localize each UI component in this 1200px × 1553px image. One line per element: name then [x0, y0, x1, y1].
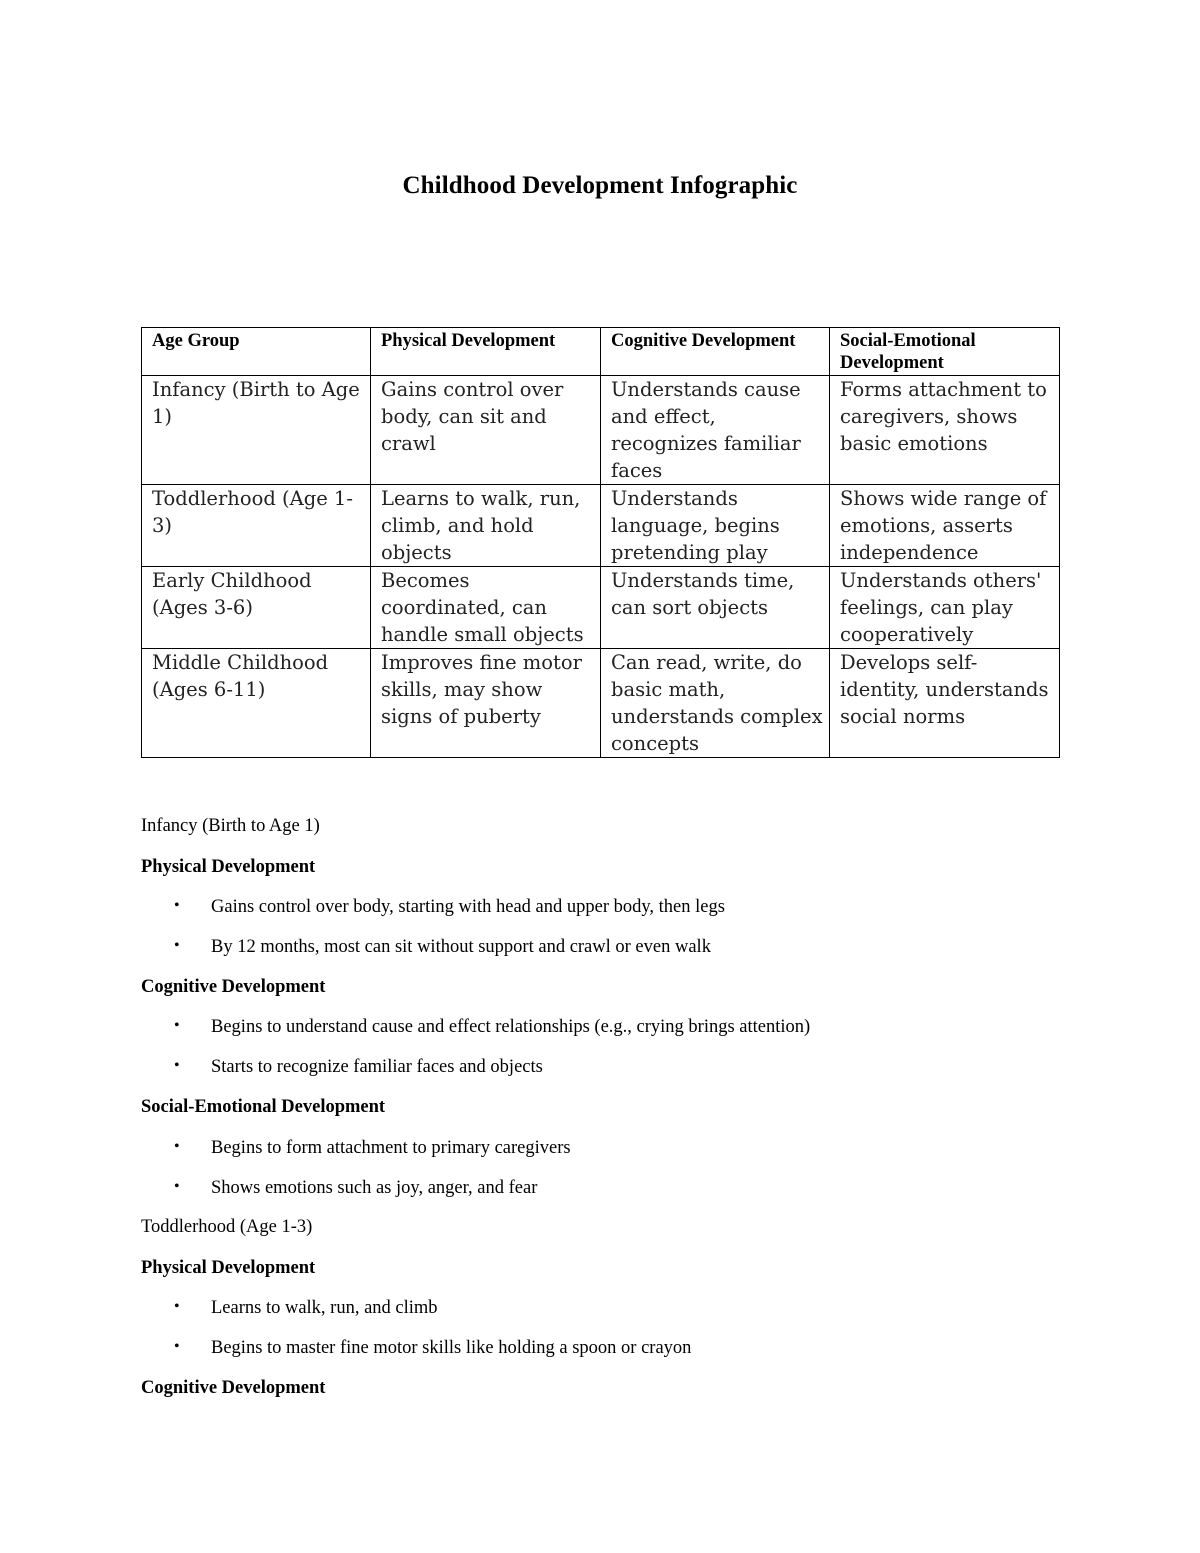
- table-cell: Understands time, can sort objects: [601, 567, 830, 649]
- bullet-icon: •: [174, 1338, 180, 1355]
- table-row: [142, 567, 1060, 649]
- table-cell: Understands cause and effect, recognizes familiar faces: [601, 376, 830, 485]
- header-cognitive: Cognitive Development: [601, 328, 830, 376]
- table-row: [142, 376, 1060, 485]
- bullet-icon: •: [174, 1298, 180, 1315]
- bullet-icon: •: [174, 897, 180, 914]
- table-cell: Forms attachment to caregivers, shows basic emotions: [830, 376, 1060, 485]
- table-cell: Improves fine motor skills, may show signs of puberty: [371, 649, 601, 758]
- table-cell: Middle Childhood (Ages 6-11): [142, 649, 371, 758]
- bullet-icon: •: [174, 1057, 180, 1074]
- bullet-icon: •: [174, 1138, 180, 1155]
- header-age-group: Age Group: [142, 328, 371, 376]
- subheading-physical: Physical Development: [141, 857, 316, 877]
- table-cell: Infancy (Birth to Age 1): [142, 376, 371, 485]
- header-physical: Physical Development: [371, 328, 601, 376]
- table-cell: Develops self-identity, understands social norms: [830, 649, 1060, 758]
- table-cell: Shows wide range of emotions, asserts independence: [830, 485, 1060, 567]
- section-heading-toddlerhood: Toddlerhood (Age 1-3): [141, 1217, 313, 1237]
- header-social-emotional: Social-Emotional Development: [830, 328, 1060, 376]
- list-item-text: By 12 months, most can sit without support and crawl or even walk: [211, 937, 711, 957]
- list-item-text: Gains control over body, starting with head and upper body, then legs: [211, 897, 725, 917]
- table-cell: Toddlerhood (Age 1-3): [142, 485, 371, 567]
- list-item-text: Learns to walk, run, and climb: [211, 1298, 438, 1318]
- table-cell: Understands others' feelings, can play cooperatively: [830, 567, 1060, 649]
- section-heading-infancy: Infancy (Birth to Age 1): [141, 816, 320, 836]
- list-item-text: Begins to master fine motor skills like holding a spoon or crayon: [211, 1338, 692, 1358]
- subheading-social-emotional: Social-Emotional Development: [141, 1097, 386, 1117]
- subheading-cognitive: Cognitive Development: [141, 977, 326, 997]
- bullet-icon: •: [174, 937, 180, 954]
- table-cell: Learns to walk, run, climb, and hold objects: [371, 485, 601, 567]
- subheading-physical: Physical Development: [141, 1258, 316, 1278]
- table-cell: Becomes coordinated, can handle small objects: [371, 567, 601, 649]
- table-row: [142, 485, 1060, 567]
- document-title: Childhood Development Infographic: [402, 172, 798, 199]
- list-item-text: Starts to recognize familiar faces and objects: [211, 1057, 543, 1077]
- list-item-text: Shows emotions such as joy, anger, and fear: [211, 1178, 538, 1198]
- table-header-row: [142, 328, 1060, 376]
- table-cell: Can read, write, do basic math, understands complex concepts: [601, 649, 830, 758]
- table-cell: Early Childhood (Ages 3-6): [142, 567, 371, 649]
- table-row: [142, 649, 1060, 758]
- list-item-text: Begins to form attachment to primary caregivers: [211, 1138, 571, 1158]
- list-item-text: Begins to understand cause and effect relationships (e.g., crying brings attention): [211, 1017, 811, 1037]
- bullet-icon: •: [174, 1017, 180, 1034]
- subheading-cognitive: Cognitive Development: [141, 1378, 326, 1398]
- bullet-icon: •: [174, 1178, 180, 1195]
- table-cell: Understands language, begins pretending play: [601, 485, 830, 567]
- table-cell: Gains control over body, can sit and crawl: [371, 376, 601, 485]
- development-table: [141, 327, 1060, 758]
